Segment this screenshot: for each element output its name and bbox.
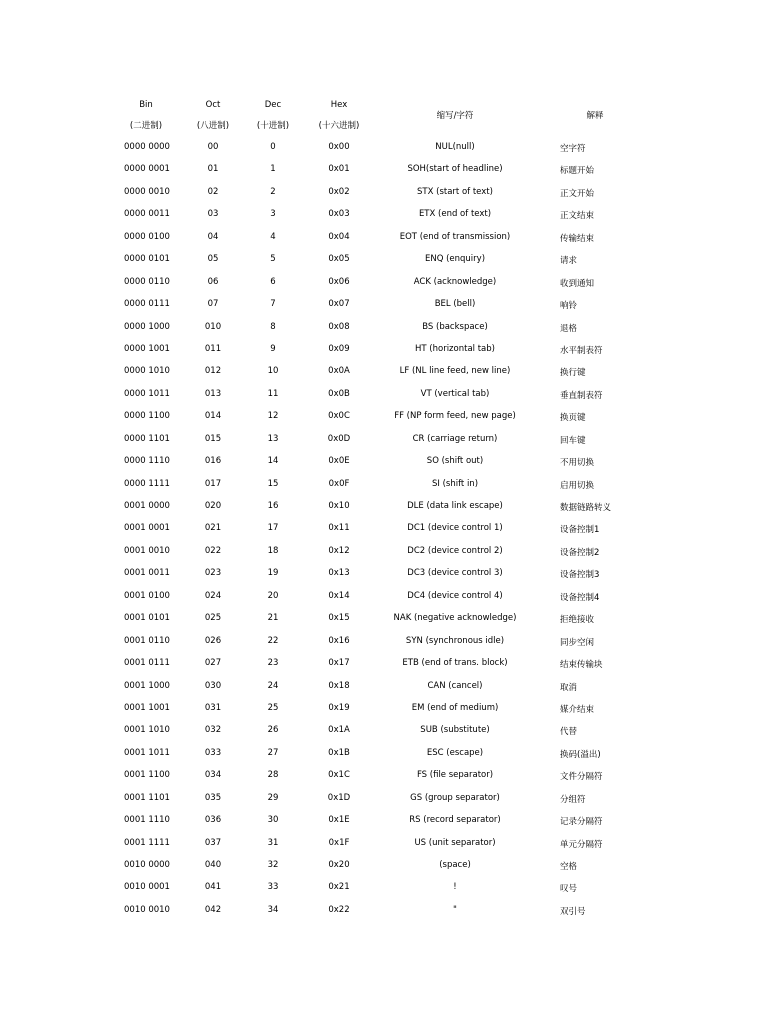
header-desc: 解释 [586, 111, 604, 121]
bin-cell: 0001 1000 [124, 680, 170, 691]
hex-cell: 0x1F [328, 837, 350, 848]
desc-cell: 正文结束 [560, 211, 595, 222]
desc-cell: 文件分隔符 [560, 772, 603, 783]
oct-cell: 06 [207, 276, 219, 287]
bin-cell: 0000 1101 [124, 433, 170, 444]
table-row [0, 697, 768, 719]
table-row [0, 764, 768, 786]
header-dec-sub: (十进制) [256, 121, 290, 131]
abbr-cell: ENQ (enquiry) [424, 254, 486, 265]
oct-cell: 01 [207, 164, 219, 175]
bin-cell: 0001 1011 [124, 747, 170, 758]
abbr-cell: BS (backspace) [422, 321, 488, 332]
table-row [0, 226, 768, 248]
desc-cell: 收到通知 [560, 278, 595, 289]
abbr-cell: ETX (end of text) [418, 209, 492, 220]
table-row [0, 719, 768, 741]
desc-cell: 结束传输块 [560, 660, 603, 671]
desc-cell: 媒介结束 [560, 704, 595, 715]
oct-cell: 036 [204, 815, 222, 826]
dec-cell: 27 [267, 747, 279, 758]
desc-cell: 单元分隔符 [560, 839, 603, 850]
hex-cell: 0x16 [328, 635, 350, 646]
table-row [0, 473, 768, 495]
dec-cell: 13 [267, 433, 279, 444]
bin-cell: 0001 0001 [124, 523, 170, 534]
hex-cell: 0x01 [328, 164, 350, 175]
abbr-cell: FF (NP form feed, new page) [394, 411, 516, 422]
hex-cell: 0x0D [327, 433, 351, 444]
dec-cell: 21 [267, 613, 279, 624]
dec-cell: 5 [270, 254, 276, 265]
dec-cell: 19 [267, 568, 279, 579]
hex-cell: 0x14 [328, 590, 350, 601]
desc-cell: 不用切换 [560, 458, 595, 469]
oct-cell: 033 [204, 747, 222, 758]
desc-cell: 设备控制2 [560, 547, 600, 558]
bin-cell: 0000 0111 [124, 299, 170, 310]
table-row [0, 203, 768, 225]
dec-cell: 17 [267, 523, 279, 534]
hex-cell: 0x13 [328, 568, 350, 579]
oct-cell: 037 [204, 837, 222, 848]
dec-cell: 22 [267, 635, 279, 646]
abbr-cell: SYN (synchronous idle) [405, 635, 505, 646]
bin-cell: 0000 1010 [124, 366, 170, 377]
desc-cell: 请求 [560, 256, 578, 267]
abbr-cell: (space) [439, 860, 471, 870]
header-dec-label: Dec [264, 100, 282, 110]
oct-cell: 034 [204, 770, 222, 781]
hex-cell: 0x12 [328, 545, 350, 556]
oct-cell: 031 [204, 702, 222, 713]
bin-cell: 0010 0000 [124, 860, 170, 870]
dec-cell: 11 [267, 388, 279, 399]
hex-cell: 0x22 [328, 904, 350, 915]
bin-cell: 0001 1100 [124, 770, 170, 781]
table-row [0, 181, 768, 203]
desc-cell: 换行键 [560, 368, 586, 379]
hex-cell: 0x10 [328, 501, 350, 511]
oct-cell: 013 [204, 388, 222, 399]
table-row [0, 450, 768, 472]
abbr-cell: ! [453, 882, 457, 893]
table-row [0, 540, 768, 562]
abbr-cell: " [453, 904, 457, 915]
header-hex-label: Hex [330, 100, 348, 110]
hex-cell: 0x1E [328, 815, 350, 826]
dec-cell: 12 [267, 411, 279, 422]
desc-cell: 换页键 [560, 413, 586, 424]
hex-cell: 0x00 [328, 142, 350, 152]
abbr-cell: SO (shift out) [426, 456, 484, 467]
bin-cell: 0000 1100 [124, 411, 170, 422]
bin-cell: 0001 1010 [124, 725, 170, 736]
hex-cell: 0x18 [328, 680, 350, 691]
dec-cell: 8 [270, 321, 276, 332]
hex-cell: 0x1A [328, 725, 350, 736]
dec-cell: 7 [270, 299, 276, 310]
header-bin-label: Bin [139, 100, 153, 110]
bin-cell: 0001 1101 [124, 792, 170, 803]
bin-cell: 0000 1000 [124, 321, 170, 332]
dec-cell: 23 [267, 658, 279, 669]
dec-cell: 25 [267, 702, 279, 713]
abbr-cell: CAN (cancel) [427, 680, 483, 691]
hex-cell: 0x06 [328, 276, 350, 287]
dec-cell: 20 [267, 590, 279, 601]
dec-cell: 10 [267, 366, 279, 377]
desc-cell: 水平制表符 [560, 345, 603, 356]
hex-cell: 0x1D [327, 792, 351, 803]
table-row [0, 136, 768, 158]
dec-cell: 2 [270, 186, 276, 197]
bin-cell: 0010 0001 [124, 882, 170, 893]
bin-cell: 0000 0100 [124, 231, 170, 242]
dec-cell: 24 [267, 680, 279, 691]
desc-cell: 数据链路转义 [560, 503, 612, 513]
abbr-cell: DC1 (device control 1) [407, 523, 503, 534]
bin-cell: 0000 1111 [124, 478, 170, 489]
bin-cell: 0010 0010 [124, 904, 170, 915]
abbr-cell: VT (vertical tab) [420, 388, 490, 399]
oct-cell: 042 [204, 904, 222, 915]
table-row [0, 876, 768, 898]
abbr-cell: US (unit separator) [414, 837, 496, 848]
dec-cell: 29 [267, 792, 279, 803]
bin-cell: 0000 0101 [124, 254, 170, 265]
abbr-cell: ESC (escape) [426, 747, 484, 758]
abbr-cell: DC4 (device control 4) [407, 590, 503, 601]
bin-cell: 0000 0001 [124, 164, 170, 175]
table-row [0, 271, 768, 293]
desc-cell: 取消 [560, 682, 578, 693]
dec-cell: 18 [267, 545, 279, 556]
desc-cell: 换码(溢出) [560, 749, 601, 760]
dec-cell: 0 [270, 142, 276, 152]
oct-cell: 024 [204, 590, 222, 601]
oct-cell: 015 [204, 433, 222, 444]
table-row [0, 405, 768, 427]
abbr-cell: NAK (negative acknowledge) [393, 613, 517, 624]
bin-cell: 0000 1110 [124, 456, 170, 467]
dec-cell: 15 [267, 478, 279, 489]
oct-cell: 05 [207, 254, 219, 265]
oct-cell: 032 [204, 725, 222, 736]
desc-cell: 同步空闲 [560, 637, 595, 648]
hex-cell: 0x20 [328, 860, 350, 870]
table-row [0, 630, 768, 652]
header-oct-sub: (八进制) [196, 121, 230, 131]
table-row [0, 428, 768, 450]
table-row [0, 787, 768, 809]
dec-cell: 16 [267, 501, 279, 511]
abbr-cell: DC3 (device control 3) [407, 568, 503, 579]
header-hex-sub: (十六进制) [318, 121, 360, 131]
hex-cell: 0x08 [328, 321, 350, 332]
hex-cell: 0x0C [328, 411, 350, 422]
desc-cell: 记录分隔符 [560, 817, 603, 828]
header-oct-label: Oct [205, 100, 221, 110]
bin-cell: 0000 1001 [124, 343, 170, 354]
oct-cell: 010 [204, 321, 222, 332]
oct-cell: 04 [207, 231, 219, 242]
bin-cell: 0000 0110 [124, 276, 170, 287]
desc-cell: 回车键 [560, 435, 586, 446]
oct-cell: 016 [204, 456, 222, 467]
table-row [0, 293, 768, 315]
bin-cell: 0001 0011 [124, 568, 170, 579]
bin-cell: 0001 1111 [124, 837, 170, 848]
oct-cell: 014 [204, 411, 222, 422]
oct-cell: 040 [204, 860, 222, 870]
table-row [0, 158, 768, 180]
dec-cell: 1 [270, 164, 276, 175]
bin-cell: 0001 1110 [124, 815, 170, 826]
dec-cell: 26 [267, 725, 279, 736]
abbr-cell: HT (horizontal tab) [415, 343, 495, 354]
header-bin-sub: (二进制) [129, 121, 163, 131]
oct-cell: 041 [204, 882, 222, 893]
bin-cell: 0001 0000 [124, 501, 170, 511]
oct-cell: 030 [204, 680, 222, 691]
bin-cell: 0001 0100 [124, 590, 170, 601]
abbr-cell: STX (start of text) [417, 186, 493, 197]
bin-cell: 0000 0011 [124, 209, 170, 220]
table-row [0, 316, 768, 338]
dec-cell: 3 [270, 209, 276, 220]
table-row [0, 383, 768, 405]
desc-cell: 正文开始 [560, 188, 595, 199]
hex-cell: 0x05 [328, 254, 350, 265]
hex-cell: 0x1C [328, 770, 350, 781]
hex-cell: 0x15 [328, 613, 350, 624]
table-row [0, 809, 768, 831]
bin-cell: 0000 0010 [124, 186, 170, 197]
abbr-cell: SUB (substitute) [420, 725, 490, 736]
abbr-cell: ACK (acknowledge) [413, 276, 497, 287]
dec-cell: 14 [267, 456, 279, 467]
hex-cell: 0x04 [328, 231, 350, 242]
oct-cell: 020 [204, 501, 222, 511]
desc-cell: 传输结束 [560, 233, 595, 244]
dec-cell: 9 [270, 343, 276, 354]
dec-cell: 31 [267, 837, 279, 848]
desc-cell: 代替 [560, 727, 578, 738]
desc-cell: 拒绝接收 [560, 615, 595, 626]
hex-cell: 0x07 [328, 299, 350, 310]
abbr-cell: BEL (bell) [434, 299, 476, 310]
oct-cell: 012 [204, 366, 222, 377]
table-row [0, 742, 768, 764]
abbr-cell: FS (file separator) [416, 770, 494, 781]
dec-cell: 33 [267, 882, 279, 893]
hex-cell: 0x03 [328, 209, 350, 220]
hex-cell: 0x0F [328, 478, 350, 489]
hex-cell: 0x11 [328, 523, 350, 534]
desc-cell: 垂直制表符 [560, 390, 603, 401]
table-row [0, 338, 768, 360]
hex-cell: 0x21 [328, 882, 350, 893]
oct-cell: 03 [207, 209, 219, 220]
hex-cell: 0x09 [328, 343, 350, 354]
desc-cell: 双引号 [560, 906, 586, 917]
dec-cell: 32 [267, 860, 279, 870]
bin-cell: 0001 1001 [124, 702, 170, 713]
table-row [0, 495, 768, 517]
abbr-cell: DLE (data link escape) [407, 501, 503, 511]
dec-cell: 28 [267, 770, 279, 781]
dec-cell: 4 [270, 231, 276, 242]
desc-cell: 空格 [560, 862, 578, 872]
dec-cell: 34 [267, 904, 279, 915]
table-row [0, 607, 768, 629]
table-row [0, 832, 768, 854]
desc-cell: 标题开始 [560, 166, 595, 177]
table-row [0, 899, 768, 921]
table-row [0, 360, 768, 382]
oct-cell: 035 [204, 792, 222, 803]
hex-cell: 0x0B [328, 388, 350, 399]
oct-cell: 00 [207, 142, 219, 152]
header-abbr: 缩写/字符 [436, 111, 474, 121]
abbr-cell: DC2 (device control 2) [407, 545, 503, 556]
abbr-cell: EOT (end of transmission) [399, 231, 511, 242]
table-row [0, 652, 768, 674]
bin-cell: 0000 1011 [124, 388, 170, 399]
hex-cell: 0x02 [328, 186, 350, 197]
desc-cell: 空字符 [560, 144, 586, 154]
desc-cell: 设备控制1 [560, 525, 600, 536]
oct-cell: 022 [204, 545, 222, 556]
hex-cell: 0x1B [328, 747, 350, 758]
table-header [0, 97, 768, 137]
oct-cell: 02 [207, 186, 219, 197]
oct-cell: 07 [207, 299, 219, 310]
oct-cell: 017 [204, 478, 222, 489]
hex-cell: 0x0A [328, 366, 350, 377]
abbr-cell: GS (group separator) [410, 792, 500, 803]
ascii-table-body [0, 136, 768, 921]
hex-cell: 0x19 [328, 702, 350, 713]
table-row [0, 585, 768, 607]
abbr-cell: RS (record separator) [409, 815, 501, 826]
abbr-cell: ETB (end of trans. block) [402, 658, 508, 669]
oct-cell: 023 [204, 568, 222, 579]
dec-cell: 30 [267, 815, 279, 826]
oct-cell: 026 [204, 635, 222, 646]
oct-cell: 025 [204, 613, 222, 624]
desc-cell: 设备控制3 [560, 570, 600, 581]
bin-cell: 0000 0000 [124, 142, 170, 152]
desc-cell: 叹号 [560, 884, 578, 895]
desc-cell: 启用切换 [560, 480, 595, 491]
bin-cell: 0001 0101 [124, 613, 170, 624]
oct-cell: 011 [204, 343, 222, 354]
dec-cell: 6 [270, 276, 276, 287]
bin-cell: 0001 0110 [124, 635, 170, 646]
table-row [0, 854, 768, 876]
bin-cell: 0001 0010 [124, 545, 170, 556]
oct-cell: 027 [204, 658, 222, 669]
abbr-cell: EM (end of medium) [411, 702, 499, 713]
desc-cell: 退格 [560, 323, 578, 334]
bin-cell: 0001 0111 [124, 658, 170, 669]
table-row [0, 248, 768, 270]
desc-cell: 分组符 [560, 794, 586, 805]
abbr-cell: LF (NL line feed, new line) [399, 366, 511, 377]
oct-cell: 021 [204, 523, 222, 534]
table-row [0, 562, 768, 584]
table-row [0, 517, 768, 539]
hex-cell: 0x0E [328, 456, 350, 467]
abbr-cell: SOH(start of headline) [407, 164, 503, 175]
table-row [0, 675, 768, 697]
abbr-cell: NUL(null) [435, 142, 475, 152]
desc-cell: 设备控制4 [560, 592, 600, 603]
abbr-cell: CR (carriage return) [412, 433, 498, 444]
desc-cell: 响铃 [560, 301, 578, 312]
hex-cell: 0x17 [328, 658, 350, 669]
abbr-cell: SI (shift in) [431, 478, 479, 489]
